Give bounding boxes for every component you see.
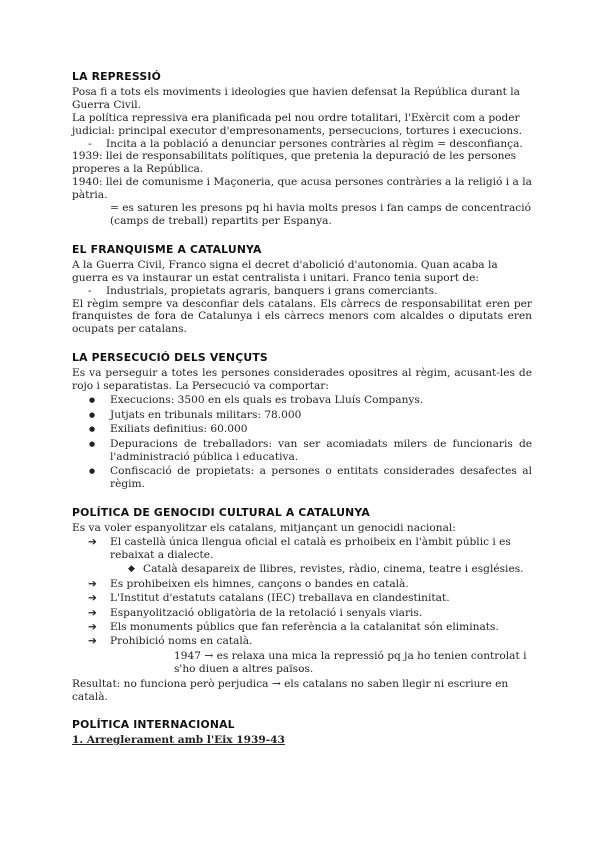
bullet-item: ● Execucions: 3500 en els quals es trobava Lluís Companys.	[72, 394, 532, 407]
paragraph: El règim sempre va desconfiar dels catalans. Els càrrecs de responsabilitat eren per franquistes de fora de Catalunya i els càrrecs menors com alcaldes o diputats eren ocupats per catalans.	[72, 297, 532, 336]
arrow-item	[72, 536, 532, 562]
arrow-item	[72, 621, 532, 634]
bullet-item: ● Jutjats en tribunals militars: 78.000	[72, 409, 532, 422]
paragraph: Es va voler espanyolitzar els catalans, mitjançant un genocidi nacional:	[72, 521, 456, 534]
arrow-item	[72, 635, 532, 648]
paragraph: La política repressiva era planificada pel nou ordre totalitari, l'Exèrcit com a poder judicial: principal executor d'empresonaments, persecucions, tortures i execucions.	[72, 111, 522, 137]
arrow-icon: ➔	[88, 577, 97, 590]
arrow-icon: ➔	[88, 621, 97, 634]
arrow-icon: ➔	[88, 635, 97, 648]
dash-item: - Incita a la població a denunciar persones contràries al règim = desconfiança.	[72, 138, 532, 151]
arrow-icon: ➔	[88, 592, 97, 605]
indented-note: = es saturen les presons pq hi havia molts presos i fan camps de concentració (camps de treball) repartits per Espanya.	[110, 202, 531, 227]
section-title-persecucio: LA PERSECUCIÓ DELS VENÇUTS	[72, 351, 268, 365]
arrow-icon: ➔	[88, 606, 97, 619]
section-title-genocidi-cultural: POLÍTICA DE GENOCIDI CULTURAL A CATALUNYA	[72, 505, 370, 519]
section-title-franquisme: EL FRANQUISME A CATALUNYA	[72, 242, 262, 256]
section-title-repressio: LA REPRESSIÓ	[72, 70, 161, 83]
arrow-item-text: Es prohibeixen els himnes, cançons o bandes en català.	[110, 577, 409, 590]
arrow-item-text: L'Institut d'estatuts catalans (IEC) treballava en clandestinitat.	[110, 592, 450, 605]
document-page	[72, 71, 532, 747]
arrow-item-text: Els monuments públics que fan referència a la catalanitat són eliminats.	[110, 621, 499, 634]
sub-item	[72, 563, 532, 576]
indented-note: 1947 → es relaxa una mica la repressió pq ja ho tenien controlat i s'ho diuen a altres països.	[174, 649, 527, 675]
arrow-item	[72, 592, 532, 605]
arrow-item	[72, 607, 532, 620]
arrow-icon: ➔	[88, 536, 97, 549]
dash-item: - Industrials, propietats agraris, banquers i grans comerciants.	[72, 285, 532, 298]
paragraph: Es va perseguir a totes les persones considerades opositres al règim, acusant-les de rojo i separatistas. La Persecució va comportar:	[72, 367, 532, 393]
diamond-bullet-icon: ◆	[128, 564, 135, 575]
arrow-item-text: Prohibició noms en català.	[110, 635, 253, 648]
bullet-item: ● Exiliats definitius: 60.000	[72, 423, 532, 436]
subsection-title: 1. Arreglerament amb l'Eix 1939-43	[72, 734, 285, 747]
paragraph: Resultat: no funciona però perjudica → els catalans no saben llegir ni escriure en català.	[72, 677, 509, 703]
paragraph: 1940: llei de comunisme i Maçoneria, que acusa persones contràries a la religió i a la pàtria.	[72, 176, 532, 202]
bullet-item: ● Depuracions de treballadors: van ser acomiadats milers de funcionaris de l'administració pública i educativa.	[72, 438, 532, 464]
paragraph: Posa fi a tots els moviments i ideologies que havien defensat la República durant la Guerra Civil.	[72, 85, 520, 111]
section-title-politica-internacional: POLÍTICA INTERNACIONAL	[72, 718, 235, 732]
arrow-item-text: El castellà única llengua oficial el català es prhoibeix en l'àmbit públic i es rebaixat a dialecte.	[110, 536, 511, 561]
arrow-item-text: Espanyolització obligatòria de la retolació i senyals viaris.	[110, 606, 423, 619]
bullet-item: ● Confiscació de propietats: a persones o entitats considerades desafectes al règim.	[72, 465, 532, 491]
sub-item-text: Català desapareix de llibres, revistes, ràdio, cinema, teatre i esglésies.	[143, 563, 524, 576]
paragraph: A la Guerra Civil, Franco signa el decret d'abolició d'autonomia. Quan acaba la guerra es va instaurar un estat centralista i unitari. Franco tenia suport de:	[72, 258, 498, 284]
arrow-item	[72, 578, 532, 591]
paragraph: 1939: llei de responsabilitats polítiques, que pretenia la depuració de les persones properes a la República.	[72, 150, 517, 176]
